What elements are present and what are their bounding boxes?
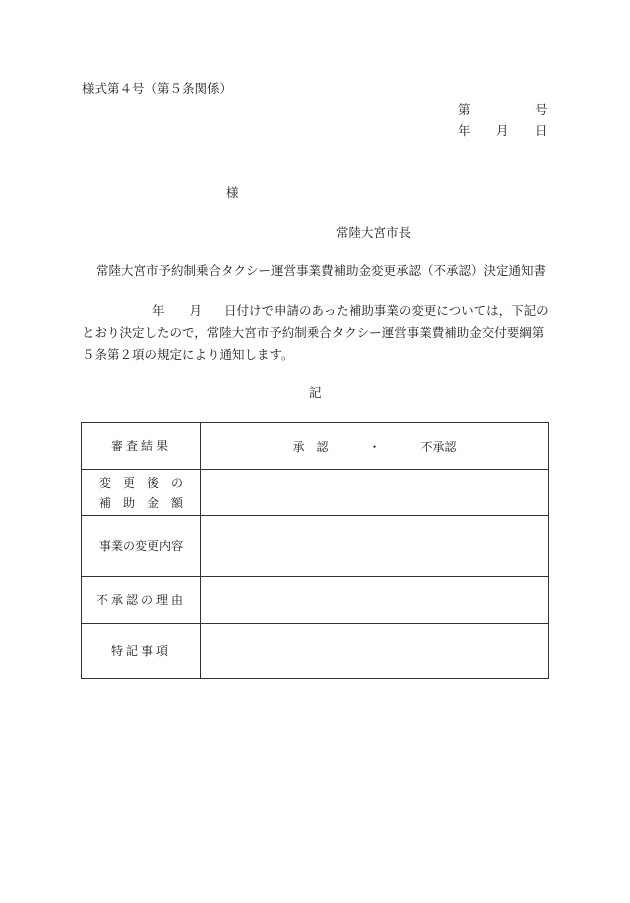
reject-option: 不承認 (420, 439, 457, 454)
label-rejection-reason: 不承認の理由 (82, 577, 201, 624)
special-notes-field (201, 624, 549, 679)
table-row (82, 470, 549, 516)
doc-number-dai: 第 (458, 102, 471, 117)
ki-heading: 記 (309, 385, 322, 400)
date-year: 年 (458, 123, 471, 138)
document-title: 常陸大宮市予約制乗合タクシー運営事業費補助金変更承認（不承認）決定通知書 (96, 263, 547, 278)
addressee-suffix: 様 (226, 185, 239, 200)
label-special-notes: 特記事項 (82, 624, 201, 679)
table-row (82, 624, 549, 679)
label-line: 補 助 金 額 (98, 495, 183, 510)
doc-number-gou: 号 (535, 102, 548, 117)
label-review-result: 審査結果 (82, 423, 201, 470)
date-day: 日 (535, 123, 548, 138)
body-month: 月 (189, 303, 203, 318)
body-text: 日付けで申請のあった補助事業の変更については，下記のとおり決定したので，常陸大宮市予約制乗合タクシー運営事業費補助金交付要綱第５条第２項の規定により通知します。 (82, 303, 549, 362)
label-change-content: 事業の変更内容 (82, 516, 201, 577)
approve-option: 承 認 (292, 439, 329, 454)
amount-after-change-field (201, 470, 549, 516)
table-row (82, 423, 549, 470)
decision-table (81, 422, 549, 679)
body-year: 年 (152, 303, 165, 318)
label-line: 変 更 後 の (98, 475, 183, 490)
change-content-field (201, 516, 549, 577)
review-result-options (201, 423, 549, 470)
date-month: 月 (496, 123, 509, 138)
rejection-reason-field (201, 577, 549, 624)
table-row (82, 577, 549, 624)
issuer: 常陸大宮市長 (336, 225, 412, 240)
form-label: 様式第４号（第５条関係） (82, 81, 233, 96)
table-row (82, 516, 549, 577)
label-amount-after-change (82, 470, 201, 516)
option-separator: ・ (368, 439, 381, 454)
body-paragraph (82, 300, 552, 366)
